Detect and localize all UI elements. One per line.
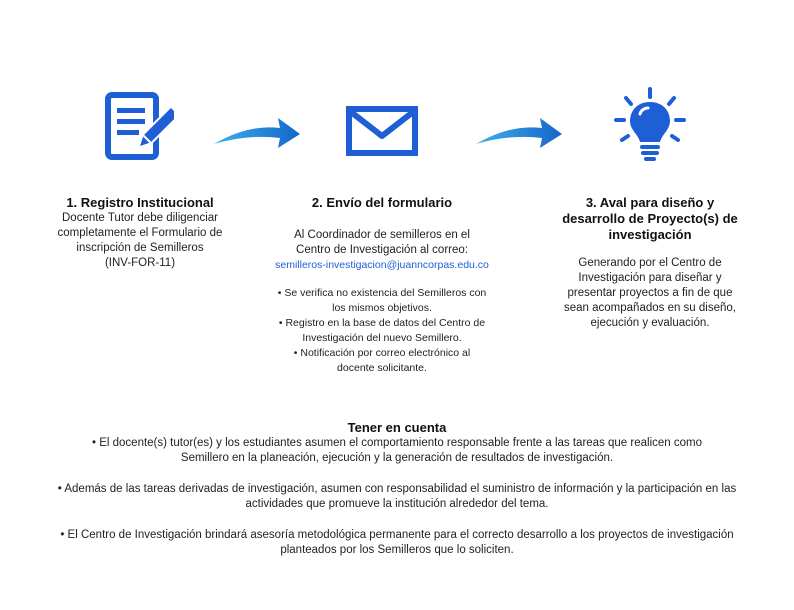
envelope-icon: [346, 106, 418, 156]
note-item-2: [30, 482, 764, 512]
step-2-body-line: Al Coordinador de semilleros en el: [294, 229, 470, 241]
list-item: los mismos objetivos.: [332, 302, 432, 314]
notes-title: Tener en cuenta: [347, 420, 447, 435]
note-line: actividades que promueve la institución alrededor del tema.: [245, 498, 549, 510]
step-2-title: 2. Envío del formulario: [311, 195, 453, 210]
step-3-body: [540, 256, 760, 331]
step-3-title: [540, 195, 760, 243]
step-1-body-line: Docente Tutor debe diligenciar: [62, 212, 218, 224]
step-2-bullet-list: [262, 286, 502, 376]
step-3-body-line: sean acompañados en su diseño,: [564, 302, 736, 314]
step-1-body: [30, 211, 250, 271]
note-line: • El Centro de Investigación brindará asesoría metodológica permanente para el correcto desarrollo a los proyectos de investigación: [60, 529, 734, 541]
step-1-body-line: (INV-FOR-11): [104, 257, 176, 269]
step-1-body-line: completamente el Formulario de: [57, 227, 223, 239]
step-1-title: 1. Registro Institucional: [66, 195, 214, 210]
document-pencil-icon: [104, 92, 174, 164]
step-3-title-line: 3. Aval para diseño y: [585, 195, 715, 210]
step-3-body-line: ejecución y evaluación.: [590, 317, 710, 329]
lightbulb-icon: [612, 86, 688, 166]
note-line: Semillero en la planeación, ejecución y la generación de resultados de investigación.: [180, 452, 614, 464]
step-3-title-line: desarrollo de Proyecto(s) de: [562, 211, 738, 226]
step-1-body-line: inscripción de Semilleros: [76, 242, 204, 254]
list-item: • Notificación por correo electrónico al: [293, 347, 471, 359]
list-item: • Registro en la base de datos del Centro de: [278, 317, 486, 329]
step-2-body: [257, 228, 507, 273]
step-3-body-line: Investigación para diseñar y: [578, 272, 722, 284]
arrow-right-icon: [212, 114, 302, 154]
coordinator-email-link[interactable]: semilleros-investigacion@juanncorpas.edu.co: [275, 259, 489, 271]
note-item-3: [30, 528, 764, 558]
step-3-body-line: Generando por el Centro de: [578, 257, 722, 269]
list-item: docente solicitante.: [337, 362, 427, 374]
list-item: Investigación del nuevo Semillero.: [302, 332, 462, 344]
note-line: • Además de las tareas derivadas de investigación, asumen con responsabilidad el suministro de información y la participación en las: [57, 483, 737, 495]
note-line: • El docente(s) tutor(es) y los estudiantes asumen el comportamiento responsable frente a las tareas que realicen como: [91, 437, 702, 449]
arrow-right-icon: [474, 114, 564, 154]
step-3-body-line: presentar proyectos a fin de que: [567, 287, 733, 299]
step-2-body-line: Centro de Investigación al correo:: [296, 244, 468, 256]
note-item-1: [30, 436, 764, 466]
note-line: planteados por los Semilleros que lo soliciten.: [280, 544, 514, 556]
list-item: • Se verifica no existencia del Semilleros con: [277, 287, 487, 299]
step-3-title-line: investigación: [608, 227, 692, 242]
